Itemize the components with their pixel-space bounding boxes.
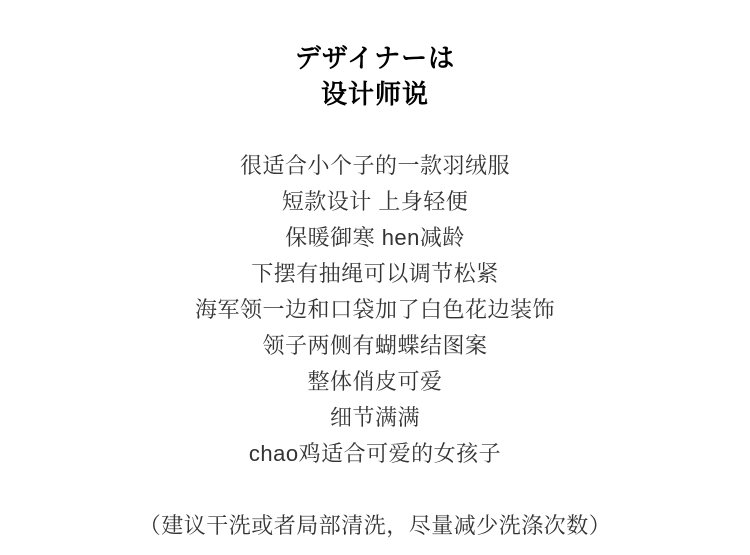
care-note: （建议干洗或者局部清洗，尽量减少洗涤次数） bbox=[138, 513, 612, 538]
description-line-7: 整体俏皮可爱 bbox=[307, 369, 443, 394]
description-line-2: 短款设计 上身轻便 bbox=[281, 189, 469, 214]
title-line-chinese: 设计师说 bbox=[320, 79, 429, 109]
title-line-japanese: デザイナーは bbox=[294, 43, 456, 73]
description-line-6: 领子两侧有蝴蝶结图案 bbox=[262, 333, 488, 358]
description-line-5: 海军领一边和口袋加了白色花边装饰 bbox=[194, 297, 555, 322]
description-line-8: 细节满满 bbox=[329, 405, 420, 430]
description-line-1: 很适合小个子的一款羽绒服 bbox=[239, 153, 510, 178]
description-block bbox=[0, 148, 750, 472]
description-line-3: 保暖御寒 hen减龄 bbox=[285, 225, 465, 250]
description-line-4: 下摆有抽绳可以调节松紧 bbox=[251, 261, 499, 286]
description-line-9: chao鸡适合可爱的女孩子 bbox=[248, 441, 502, 466]
page-title bbox=[0, 40, 750, 112]
